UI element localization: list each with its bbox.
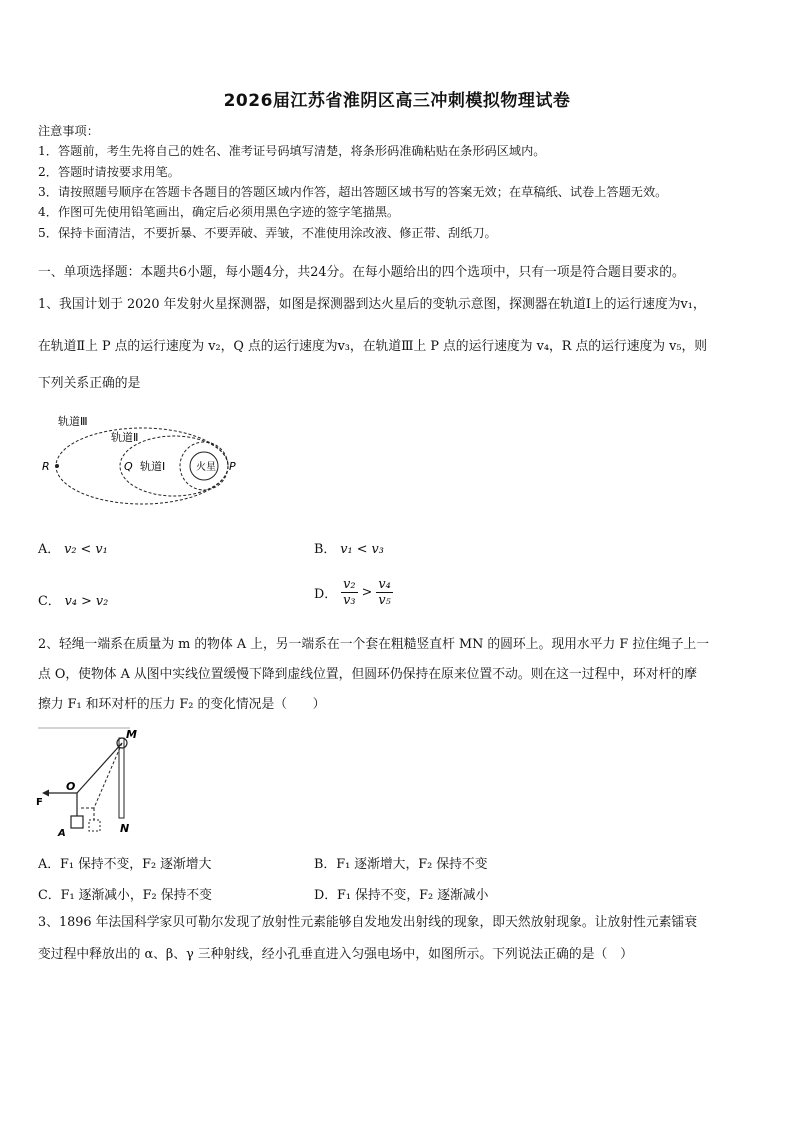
fraction-1-numerator: v₂ [343,577,356,592]
force-arrowhead [42,790,49,797]
q2-option-a[interactable]: A．F₁ 保持不变，F₂ 逐渐增大 [38,857,212,872]
q2-line-3: 擦力 F₁ 和环对杆的压力 F₂ 的变化情况是（ ） [38,697,326,712]
orbit-2-label: 轨道Ⅱ [111,431,139,444]
q2-line-2: 点 O，使物体 A 从图中实线位置缓慢下降到虚线位置，但圆环仍保持在原来位置不动。则在这一过程中，环对杆的摩 [38,667,697,682]
notice-item-4: 4．作图可先使用铅笔画出，确定后必须用黑色字迹的签字笔描黑。 [38,205,400,219]
q1-option-d-operator: > [361,585,373,600]
rope-rod-diagram [34,726,144,838]
q1-line-1: 1、我国计划于 2020 年发射火星探测器，如图是探测器到达火星后的变轨示意图，探测器在轨道Ⅰ上的运行速度为v₁， [38,297,706,312]
rope-solid [77,743,122,793]
q1-option-c[interactable] [38,590,108,609]
orbit-3-label: 轨道Ⅲ [58,415,88,428]
notice-heading: 注意事项： [38,124,99,138]
point-r-label: R [42,460,50,473]
fraction-1-denominator: v₃ [343,593,356,608]
q1-option-a[interactable] [38,538,108,557]
q1-option-c-label: C． [38,594,61,609]
q1-option-d-fraction-1 [341,577,357,608]
q1-option-d-label: D． [314,587,338,602]
q2-option-c[interactable]: C．F₁ 逐渐减小，F₂ 保持不变 [38,888,212,903]
notice-item-5: 5．保持卡面清洁，不要折暴、不要弄破、弄皱，不准使用涂改液、修正带、刮纸刀。 [38,226,497,240]
q3-line-2: 变过程中释放出的 α、β、γ 三种射线，经小孔垂直进入匀强电场中，如图所示。下列说法正确的是（ ） [38,947,633,962]
fraction-2-denominator: v₅ [378,593,391,608]
q1-option-b-label: B． [314,542,337,557]
q3-line-1: 3、1896 年法国科学家贝可勒尔发现了放射性元素能够自发地发出射线的现象，即天然放射现象。让放射性元素镭衰 [38,915,698,930]
q1-option-a-expr: v₂ < v₁ [64,542,108,557]
block-a [71,816,83,828]
mars-label: 火星 [196,462,216,473]
q2-line-1: 2、轻绳一端系在质量为 m 的物体 A 上，另一端系在一个套在粗糙竖直杆 MN 的圆环上。现用水平力 F 拉住绳子上一 [38,637,710,652]
point-r-dot [55,464,59,468]
block-dashed [89,820,100,831]
point-q-label: Q [124,460,133,473]
section-heading: 一、单项选择题：本题共6小题，每小题4分，共24分。在每小题给出的四个选项中，只有一项是符合题目要求的。 [38,265,685,280]
notice-item-2: 2．答题时请按要求用笔。 [38,165,180,179]
q1-option-a-label: A． [38,542,61,557]
label-a: A [58,828,66,838]
label-n: N [120,822,130,835]
q1-option-b[interactable] [314,538,384,557]
notice-item-3: 3．请按照题号顺序在答题卡各题目的答题区域内作答，超出答题区域书写的答案无效；在草稿纸、试卷上答题无效。 [38,185,668,199]
q1-line-2: 在轨道Ⅱ上 P 点的运行速度为 v₂，Q 点的运行速度为v₃，在轨道Ⅲ上 P 点的运行速度为 v₄，R 点的运行速度为 v₅，则 [38,339,708,354]
orbit-diagram [38,410,258,520]
rope-dashed [94,743,122,808]
q2-option-b[interactable]: B．F₁ 逐渐增大，F₂ 保持不变 [314,857,488,872]
vertical-rod [119,738,124,818]
q1-option-c-expr: v₄ > v₂ [64,594,109,609]
q1-option-b-expr: v₁ < v₃ [340,542,384,557]
label-m: M [126,728,137,741]
fraction-2-numerator: v₄ [378,577,391,592]
q2-option-d[interactable]: D．F₁ 保持不变，F₂ 逐渐减小 [314,888,489,903]
q1-line-3: 下列关系正确的是 [38,376,141,391]
notice-item-1: 1．答题前，考生先将自己的姓名、准考证号码填写清楚，将条形码准确粘贴在条形码区域内。 [38,144,546,158]
point-p-label: P [229,460,236,473]
label-f: F [36,797,43,808]
q1-option-d-fraction-2 [376,577,392,608]
orbit-1-label: 轨道Ⅰ [140,460,166,473]
label-o: O [66,780,76,793]
exam-title: 2026届江苏省淮阴区高三冲刺模拟物理试卷 [223,91,571,111]
q1-option-d[interactable] [314,577,393,608]
